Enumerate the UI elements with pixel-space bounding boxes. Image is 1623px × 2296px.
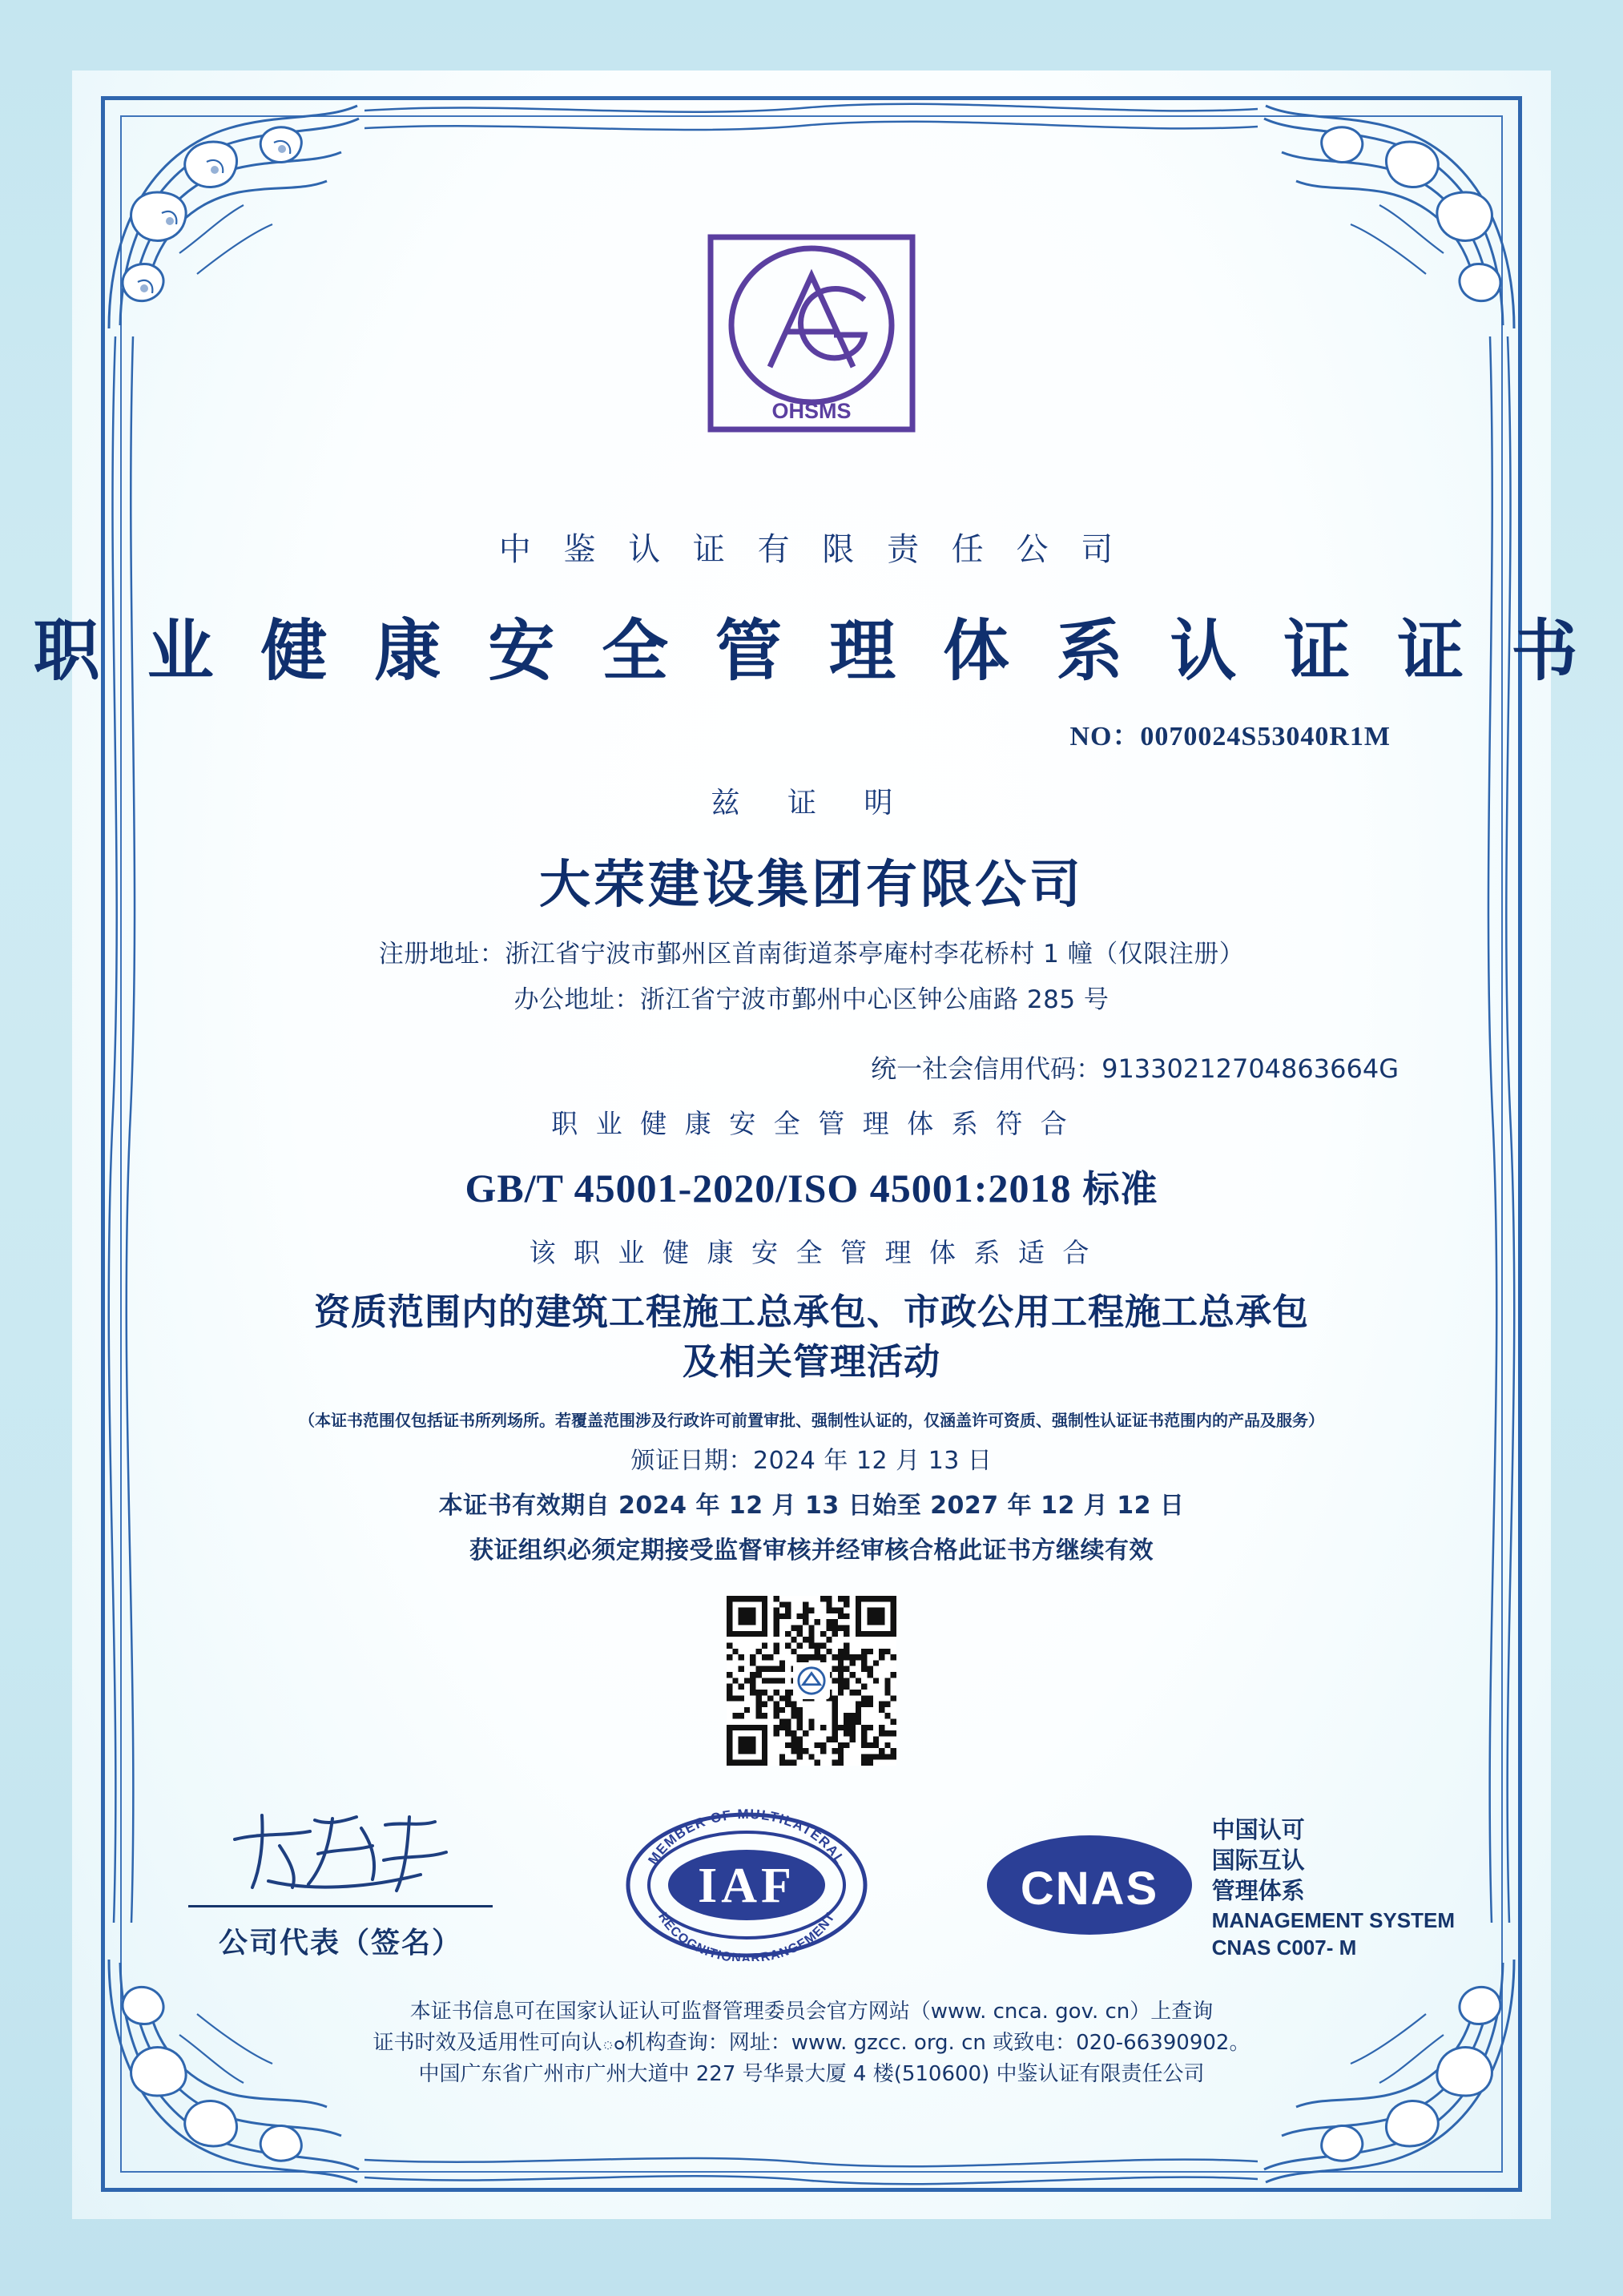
marks-row	[144, 1804, 1479, 1961]
signature-block	[168, 1804, 513, 1961]
standard-code: GB/T 45001-2020/ISO 45001:2018	[465, 1166, 1072, 1210]
cnas-block	[981, 1815, 1455, 1961]
ohsms-logo	[693, 232, 930, 447]
scope-intro: 该 职 业 健 康 安 全 管 理 体 系 适 合	[529, 1237, 1094, 1268]
footer-line-3: 中国广东省广州市广州大道中 227 号华景大厦 4 楼(510600) 中鉴认证有限责任公司	[418, 2062, 1205, 2087]
cnas-cn-line-3: 管理体系	[1211, 1877, 1305, 1905]
unified-social-credit-code: 统一社会信用代码：91330212704863664G	[871, 1053, 1399, 1084]
svg-text:MEMBER OF MULTILATERAL: MEMBER OF MULTILATERAL	[645, 1809, 849, 1868]
qr-code[interactable]	[727, 1596, 896, 1766]
svg-text:RECOGNITIONARRANGEMENT: RECOGNITIONARRANGEMENT	[655, 1910, 839, 1962]
certificate-content	[33, 136, 1590, 2152]
standard-suffix: 标准	[1082, 1167, 1158, 1210]
footer-notes	[373, 1996, 1250, 2090]
iaf-wordmark: IAF	[698, 1859, 796, 1914]
page-title: 职 业 健 康 安 全 管 理 体 系 认 证 证 书	[33, 612, 1590, 690]
office-address: 办公地址：浙江省宁波市鄞州中心区钟公庙路 285 号	[513, 985, 1110, 1014]
credit-code-row	[144, 1049, 1479, 1086]
cnas-logo	[981, 1827, 1198, 1948]
scope-line-1: 资质范围内的建筑工程施工总承包、市政公用工程施工总承包	[313, 1291, 1309, 1333]
validity-period: 本证书有效期自 2024 年 12 月 13 日始至 2027 年 12 月 12 日	[438, 1492, 1185, 1521]
signature-label: 公司代表（签名）	[218, 1927, 462, 1960]
hereby-certify-label: 兹 证 明	[711, 787, 912, 820]
cnas-caption	[1212, 1815, 1455, 1961]
issuer-organization: 中 鉴 认 证 有 限 责 任 公 司	[498, 531, 1125, 568]
qr-center-logo	[793, 1662, 830, 1699]
scope-line-2: 及相关管理活动	[682, 1340, 940, 1384]
cnas-en-line-1: MANAGEMENT SYSTEM	[1211, 1907, 1455, 1932]
footer-line-2: 证书时效及适用性可向认ం机构查询：网址：www. gzcc. org. cn 或致电：020-66390902。	[373, 2031, 1250, 2056]
cnas-cn-line-2: 国际互认	[1211, 1847, 1305, 1875]
certificate-number: NO：0070024S53040R1M	[1069, 722, 1391, 751]
surveillance-note: 获证组织必须定期接受监督审核并经审核合格此证书方继续有效	[469, 1537, 1154, 1565]
registered-address: 注册地址：浙江省宁波市鄞州区首南街道茶亭庵村李花桥村 1 幢（仅限注册）	[378, 940, 1245, 969]
scope-body	[314, 1287, 1309, 1387]
ohsms-logo-label: OHSMS	[771, 399, 852, 423]
iaf-mark	[614, 1809, 879, 1961]
scope-note: （本证书范围仅包括证书所列场所。若覆盖范围涉及行政许可前置审批、强制性认证的，仅涵盖许可资质、强制性认证证书范围内的产品及服务）	[299, 1411, 1324, 1431]
signature-rule	[188, 1905, 493, 1907]
cnas-en-line-2: CNAS C007- M	[1211, 1935, 1357, 1960]
signature-image	[220, 1804, 461, 1900]
standard-line	[465, 1160, 1158, 1213]
cnas-wordmark-text: CNAS	[1020, 1863, 1158, 1915]
company-name: 大荣建设集团有限公司	[539, 856, 1084, 915]
cnas-cn-line-1: 中国认可	[1211, 1815, 1305, 1843]
certificate-number-row	[144, 714, 1479, 753]
issue-date: 颁证日期：2024 年 12 月 13 日	[630, 1447, 993, 1476]
conformance-intro: 职 业 健 康 安 全 管 理 体 系 符 合	[551, 1108, 1072, 1139]
footer-line-1: 本证书信息可在国家认证认可监督管理委员会官方网站（www. cnca. gov. cn）上查询	[409, 2000, 1214, 2024]
